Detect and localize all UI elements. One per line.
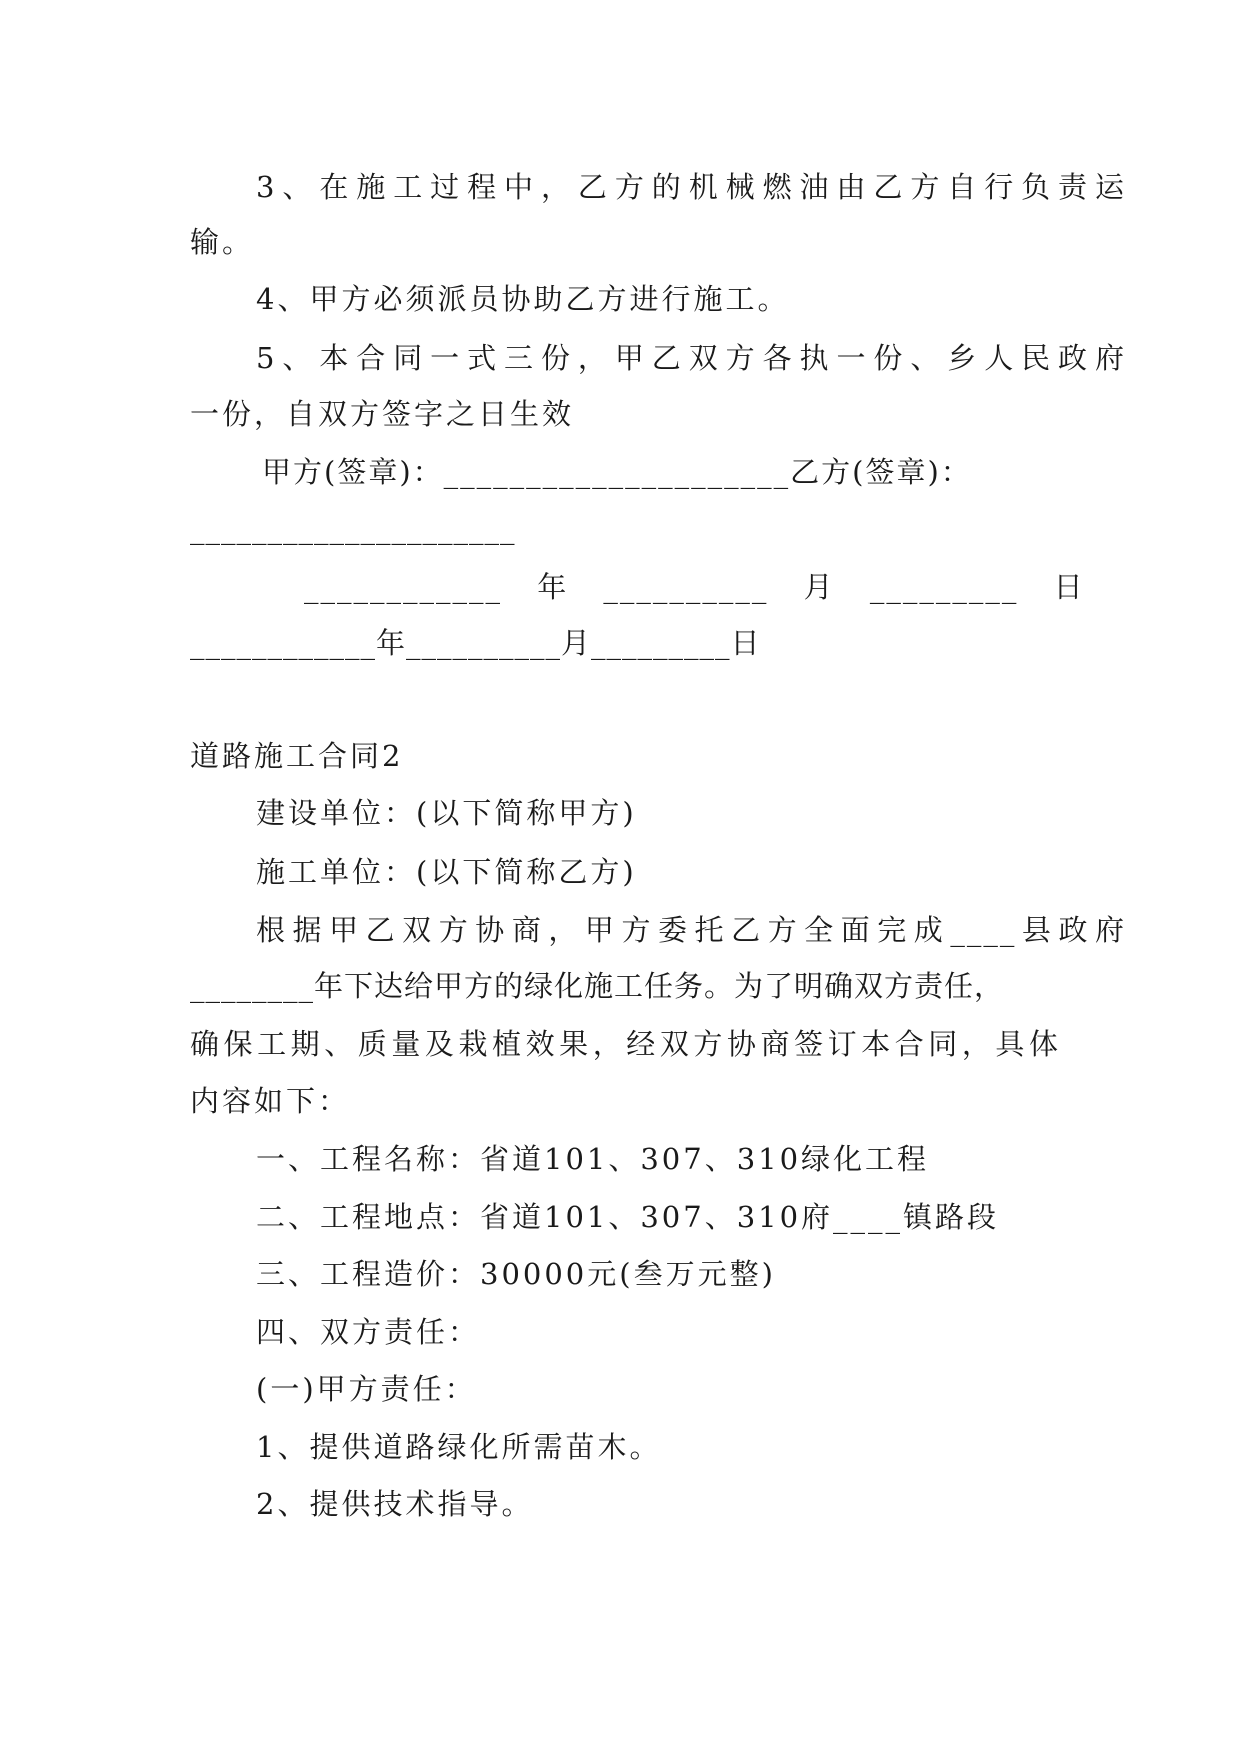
- intro-line-3: 确保工期、质量及栽植效果，经双方协商签订本合同，具体: [190, 1027, 1060, 1061]
- intro-line-2: ________年下达给甲方的绿化施工任务。为了明确双方责任，: [190, 969, 1005, 1003]
- contractor-unit: 施工单位：(以下简称乙方): [256, 855, 637, 889]
- client-unit: 建设单位：(以下简称甲方): [256, 796, 637, 830]
- date-line-1: ____________ 年 __________ 月 _________ 日: [304, 570, 1085, 604]
- responsibilities-heading: 四、双方责任：: [256, 1315, 481, 1349]
- clause-5-line-1: 5、本合同一式三份，甲乙双方各执一份、乡人民政府: [256, 341, 1126, 375]
- intro-line-4: 内容如下：: [190, 1084, 351, 1118]
- project-name: 一、工程名称：省道101、307、310绿化工程: [256, 1142, 930, 1176]
- signature-line-1: 甲方(签章)：_____________________乙方(签章)：: [262, 455, 972, 489]
- date-line-2: ____________年__________月_________日: [190, 626, 761, 660]
- party-a-responsibilities: (一)甲方责任：: [256, 1372, 477, 1406]
- party-a-item-2: 2、提供技术指导。: [256, 1487, 534, 1521]
- intro-line-1: 根据甲乙双方协商，甲方委托乙方全面完成____县政府: [256, 913, 1126, 947]
- clause-5-line-2: 一份，自双方签字之日生效: [190, 397, 575, 431]
- section-title: 道路施工合同2: [190, 739, 404, 773]
- clause-3-line-1: 3、在施工过程中，乙方的机械燃油由乙方自行负责运: [256, 170, 1126, 204]
- clause-4: 4、甲方必须派员协助乙方进行施工。: [256, 282, 790, 316]
- signature-line-2: _____________________: [190, 511, 516, 545]
- clause-3-line-2: 输。: [190, 225, 255, 259]
- project-location: 二、工程地点：省道101、307、310府____镇路段: [256, 1200, 1000, 1234]
- party-a-item-1: 1、提供道路绿化所需苗木。: [256, 1430, 662, 1464]
- project-cost: 三、工程造价：30000元(叁万元整): [256, 1257, 776, 1291]
